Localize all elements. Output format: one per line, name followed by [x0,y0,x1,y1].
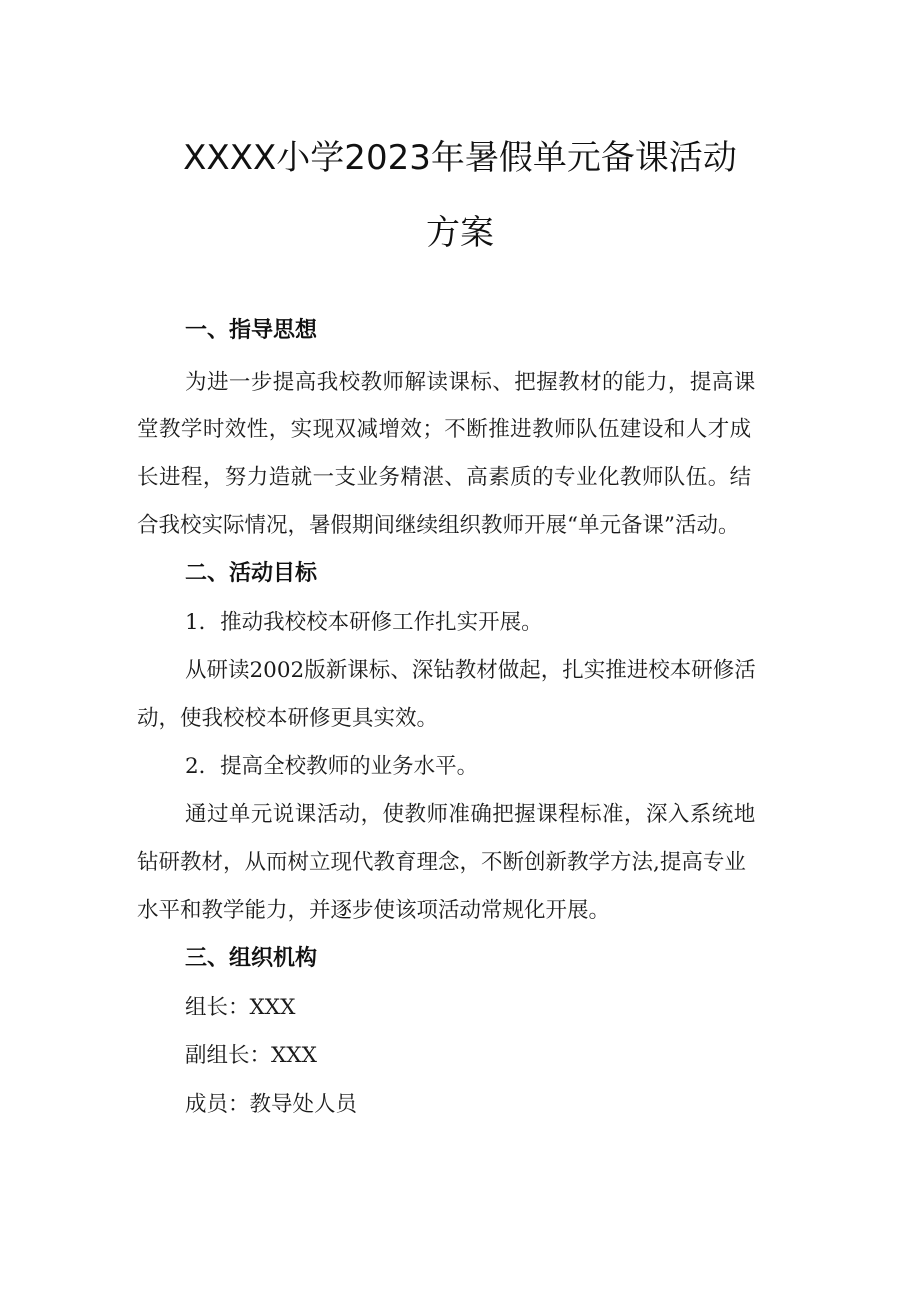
section-2-item-1-line: 从研读2002版新课标、深钻教材做起，扎实推进校本研修活 [185,658,756,683]
document-title-line-2: 方案 [426,213,494,253]
leader-line: 组长：XXX [185,995,296,1020]
section-2-item-2-line: 通过单元说课活动，使教师准确把握课程标准，深入系统地 [185,802,756,827]
section-1-paragraph-line: 长进程，努力造就一支业务精湛、高素质的专业化教师队伍。结 [137,465,752,490]
section-2-item-2-title: 2．提高全校教师的业务水平。 [185,754,479,779]
section-3-heading: 三、组织机构 [185,946,318,971]
section-1-heading: 一、指导思想 [185,318,318,343]
section-1-paragraph-line: 合我校实际情况，暑假期间继续组织教师开展“单元备课”活动。 [137,513,740,538]
document-title-line-1: XXXX小学2023年暑假单元备课活动 [183,138,737,178]
section-1-paragraph-line: 为进一步提高我校教师解读课标、把握教材的能力，提高课 [185,370,756,395]
section-2-heading: 二、活动目标 [185,561,318,586]
deputy-leader-line: 副组长：XXX [185,1043,317,1068]
section-2-item-1-title: 1．推动我校校本研修工作扎实开展。 [185,610,543,635]
section-2-item-2-line: 水平和教学能力，并逐步使该项活动常规化开展。 [137,898,611,923]
members-line: 成员：教导处人员 [185,1092,358,1117]
section-1-paragraph-line: 堂教学时效性，实现双减增效；不断推进教师队伍建设和人才成 [137,417,752,442]
section-2-item-1-line: 动，使我校校本研修更具实效。 [137,706,439,731]
section-2-item-2-line: 钻研教材，从而树立现代教育理念，不断创新教学方法,提高专业 [137,850,746,875]
